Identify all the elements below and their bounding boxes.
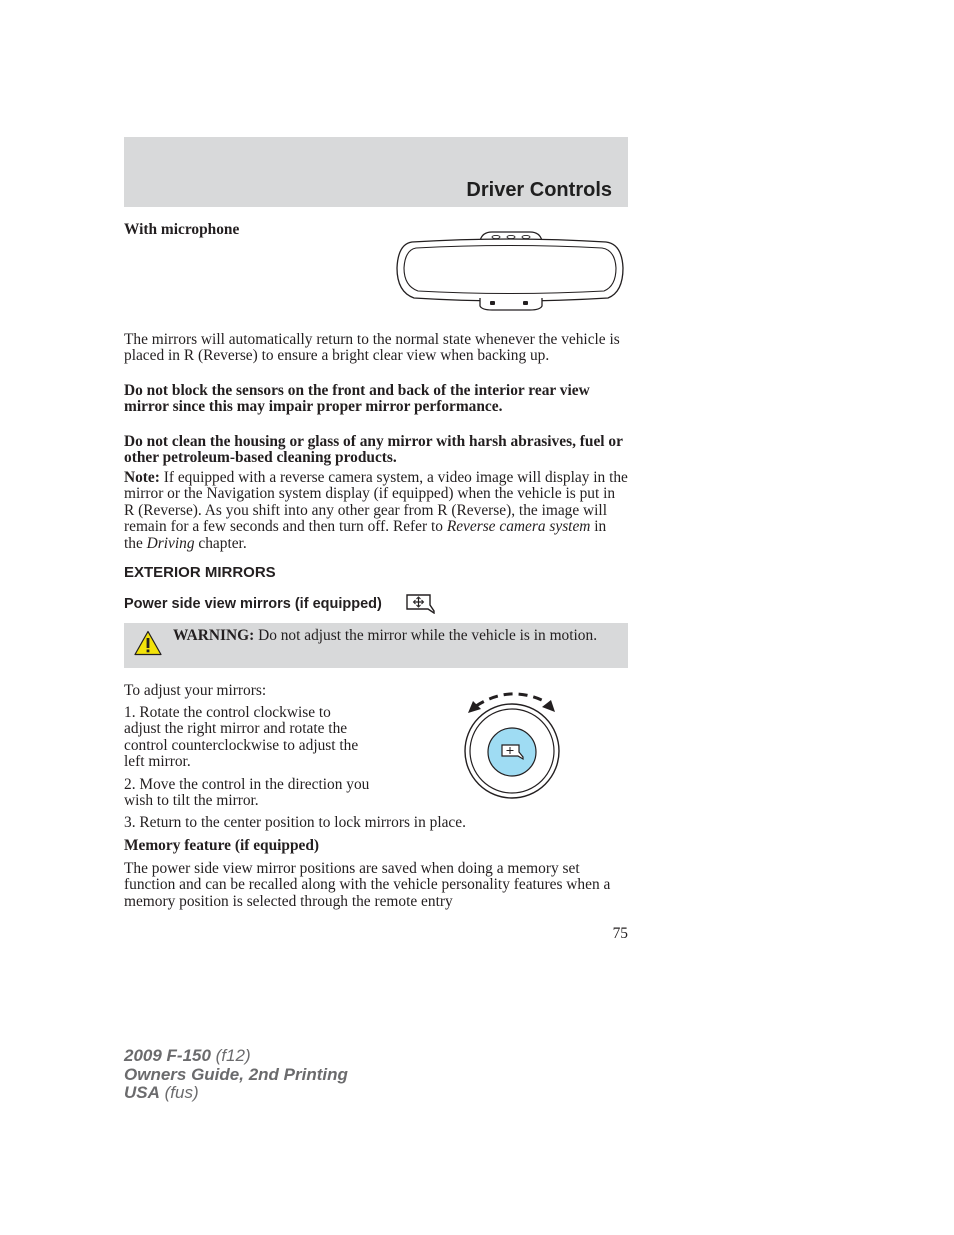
warning-label: WARNING:: [173, 627, 255, 644]
warning-box: [124, 623, 628, 668]
adjust-intro: To adjust your mirrors:: [124, 682, 267, 699]
memory-paragraph: The power side view mirror positions are saved when doing a memory set function and can be recalled along with the vehicle personality features when a memory position is selected through the remote entry: [124, 860, 611, 910]
memory-heading: Memory feature (if equipped): [124, 837, 320, 854]
note-reference-camera: Reverse camera system: [446, 518, 591, 536]
step-1: 1. Rotate the control clockwise to adjust the right mirror and rotate the control counterclockwise to adjust the left mirror.: [124, 704, 359, 771]
note-label: Note:: [124, 469, 160, 486]
step-2: 2. Move the control in the direction you wish to tilt the mirror.: [124, 776, 370, 810]
note-reference-driving: Driving: [146, 534, 195, 552]
power-mirror-symbol-icon: [406, 594, 436, 614]
warning-body: Do not adjust the mirror while the vehicle is in motion.: [254, 627, 598, 644]
warning-message: [173, 627, 613, 644]
note-text-2: in the: [124, 518, 607, 552]
warning-triangle-icon: [134, 630, 162, 656]
footer-model-code: (f12): [210, 1046, 251, 1065]
sensor-caution: Do not block the sensors on the front and back of the interior rear view mirror since this may impair proper mirror performance.: [124, 382, 590, 416]
footer-market-code: (fus): [159, 1083, 199, 1102]
exterior-mirrors-heading: EXTERIOR MIRRORS: [124, 564, 276, 581]
note-text-3: chapter.: [194, 534, 247, 552]
mirror-icon: [392, 228, 628, 314]
note-text-1: If equipped with a reverse camera system, a video image will display in the mirror or the Navigation system display (if equipped) when the vehicle is put in R (Reverse). As you shift into any other gear from R (Reverse), the image will remain for a few seconds and then turn off. Refer to: [124, 469, 628, 536]
header-band: [124, 137, 628, 207]
microphone-heading: With microphone: [124, 221, 240, 238]
mirror-control-knob-icon: [460, 686, 564, 802]
footer: [124, 1047, 348, 1103]
footer-model: 2009 F-150: [124, 1046, 211, 1065]
step-3: 3. Return to the center position to lock mirrors in place.: [124, 814, 466, 831]
footer-market-line: [124, 1084, 348, 1103]
power-mirrors-subheading: Power side view mirrors (if equipped): [124, 596, 382, 612]
section-title: Driver Controls: [466, 179, 612, 201]
cleaning-caution: Do not clean the housing or glass of any mirror with harsh abrasives, fuel or other petroleum-based cleaning products.: [124, 433, 623, 467]
footer-model-line: [124, 1047, 348, 1066]
note-paragraph: [124, 470, 628, 552]
footer-guide: Owners Guide, 2nd Printing: [124, 1064, 348, 1084]
page-number: 75: [612, 925, 628, 942]
auto-return-paragraph: The mirrors will automatically return to the normal state whenever the vehicle is placed in R (Reverse) to ensure a bright clear view when backing up.: [124, 331, 620, 365]
footer-market: USA: [124, 1083, 160, 1102]
